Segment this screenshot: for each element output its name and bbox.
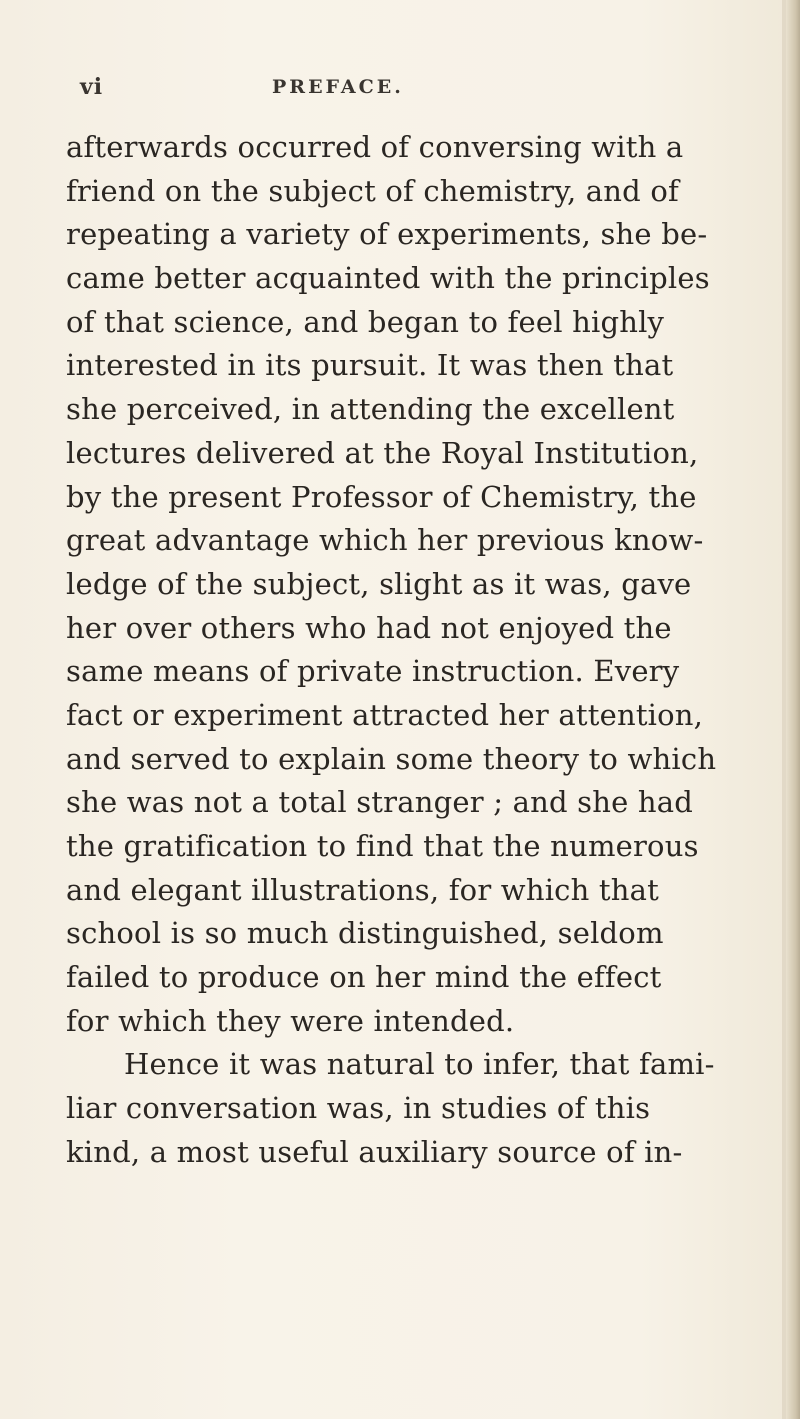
text-line: she was not a total stranger ; and she had bbox=[66, 785, 694, 820]
body-text bbox=[66, 126, 726, 1175]
text-line: fact or experiment attracted her attention, bbox=[66, 697, 704, 732]
page-number: vi bbox=[80, 74, 104, 100]
running-head: PREFACE. bbox=[272, 76, 404, 98]
text-line: liar conversation was, in studies of this bbox=[66, 1091, 651, 1126]
text-line: same means of private instruction. Every bbox=[66, 654, 680, 689]
text-line: repeating a variety of experiments, she be- bbox=[66, 217, 708, 252]
text-line: by the present Professor of Chemistry, the bbox=[66, 479, 697, 514]
text-line: her over others who had not enjoyed the bbox=[66, 610, 672, 645]
page-edge bbox=[786, 0, 800, 1419]
text-line: failed to produce on her mind the effect bbox=[66, 960, 662, 995]
text-line: great advantage which her previous know- bbox=[66, 523, 704, 558]
text-line: the gratification to find that the numerous bbox=[66, 829, 699, 863]
text-line: kind, a most useful auxiliary source of in- bbox=[66, 1134, 683, 1169]
text-line: for which they were intended. bbox=[66, 1003, 515, 1038]
text-line: afterwards occurred of conversing with a bbox=[66, 130, 684, 164]
text-line: and elegant illustrations, for which that bbox=[66, 872, 659, 907]
text-line: friend on the subject of chemistry, and of bbox=[66, 173, 679, 208]
text-line: interested in its pursuit. It was then that bbox=[66, 348, 674, 383]
text-line: came better acquainted with the principles bbox=[66, 261, 710, 296]
text-line: of that science, and began to feel highly bbox=[66, 304, 665, 339]
text-line: lectures delivered at the Royal Institution, bbox=[66, 435, 699, 470]
text-line: and served to explain some theory to which bbox=[66, 741, 717, 776]
paragraph-start-line: Hence it was natural to infer, that fami- bbox=[124, 1047, 715, 1082]
text-line: she perceived, in attending the excellent bbox=[66, 392, 675, 427]
text-line: school is so much distinguished, seldom bbox=[66, 916, 664, 951]
text-line: ledge of the subject, slight as it was, gave bbox=[66, 566, 692, 601]
page-header bbox=[80, 74, 720, 110]
